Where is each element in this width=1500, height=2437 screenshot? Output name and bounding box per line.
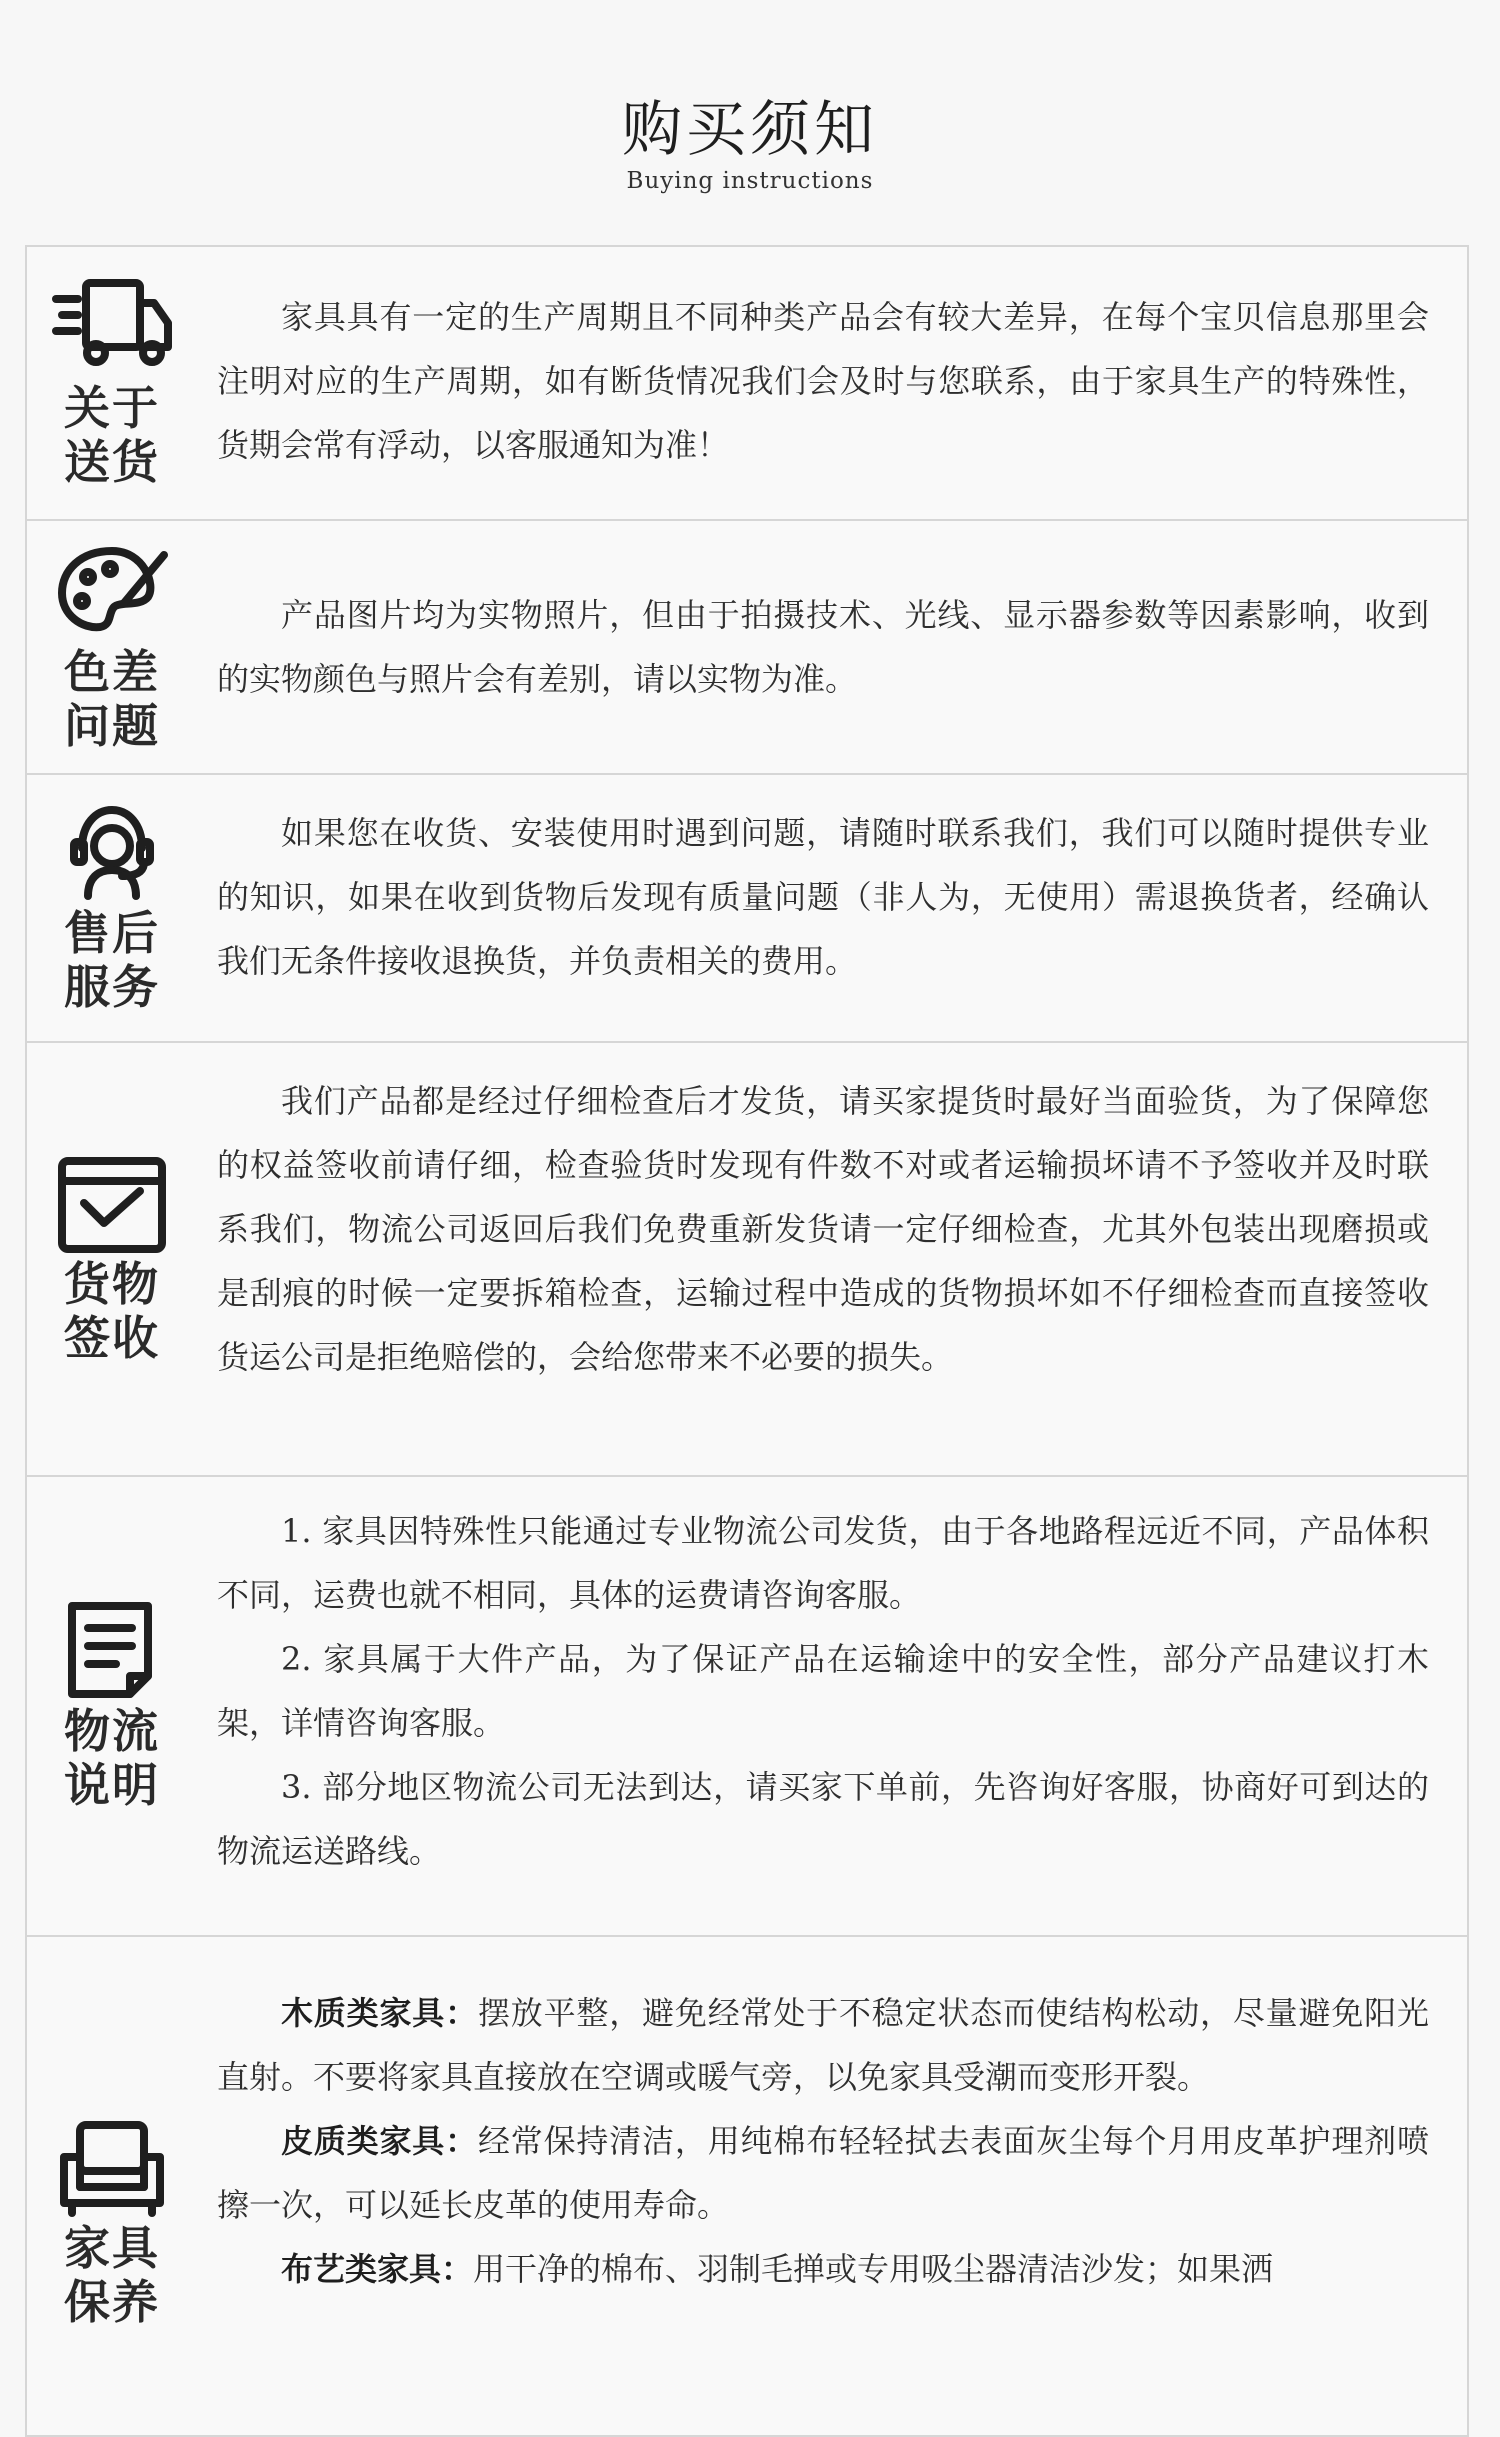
row-text (217, 1499, 1429, 1883)
row-label: 关于 送货 (64, 381, 160, 489)
row-furniture-care (27, 1937, 1467, 2437)
row-after-sales (27, 775, 1467, 1043)
paragraph-lead: 木质类家具： (281, 1994, 478, 2032)
paragraph: 2. 家具属于大件产品，为了保证产品在运输途中的安全性，部分产品建议打木架，详情咨询客服。 (217, 1640, 1429, 1742)
row-side (27, 1937, 197, 2435)
paragraph: 我们产品都是经过仔细检查后才发货，请买家提货时最好当面验货，为了保障您的权益签收前请仔细，检查验货时发现有件数不对或者运输损坏请不予签收并及时联系我们，物流公司返回后我们免费重新发货请一定仔细检查，尤其外包装出现磨损或是刮痕的时候一定要拆箱检查，运输过程中造成的货物损坏如不仔细检查而直接签收货运公司是拒绝赔偿的，会给您带来不必要的损失。 (217, 1082, 1429, 1376)
row-delivery (27, 247, 1467, 521)
row-side (27, 521, 197, 773)
paragraph-body: 摆放平整，避免经常处于不稳定状态而使结构松动，尽量避免阳光直射。不要将家具直接放在空调或暖气旁，以免家具受潮而变形开裂。 (217, 1994, 1429, 2096)
row-label: 家具 保养 (64, 2221, 160, 2329)
paragraph (217, 1981, 1429, 2109)
row-logistics (27, 1477, 1467, 1937)
page-title: 购买须知 (622, 95, 878, 165)
customer-service-icon (52, 802, 172, 902)
row-text (217, 285, 1429, 477)
row-label: 售后 服务 (64, 906, 160, 1014)
row-text (217, 801, 1429, 993)
paragraph: 如果您在收货、安装使用时遇到问题，请随时联系我们，我们可以随时提供专业的知识，如果在收到货物后发现有质量问题（非人为，无使用）需退换货者，经确认我们无条件接收退换货，并负责相关的费用。 (217, 814, 1429, 980)
armchair-icon (52, 2117, 172, 2217)
row-side (27, 775, 197, 1041)
paragraph: 产品图片均为实物照片，但由于拍摄技术、光线、显示器参数等因素影响，收到的实物颜色与照片会有差别，请以实物为准。 (217, 596, 1429, 698)
row-label: 货物 签收 (64, 1257, 160, 1365)
truck-icon (52, 277, 172, 377)
paragraph (217, 2109, 1429, 2237)
box-check-icon (52, 1153, 172, 1253)
paragraph-lead: 布艺类家具： (281, 2250, 474, 2288)
paragraph: 3. 部分地区物流公司无法到达，请买家下单前，先咨询好客服，协商好可到达的物流运送路线。 (217, 1768, 1429, 1870)
paragraph-body: 经常保持清洁，用纯棉布轻轻拭去表面灰尘每个月用皮革护理剂喷擦一次，可以延长皮革的使用寿命。 (217, 2122, 1429, 2224)
paragraph-lead: 皮质类家具： (281, 2122, 478, 2160)
paragraph (217, 2237, 1429, 2301)
row-text (217, 583, 1429, 711)
page-header (0, 0, 1500, 245)
page-subtitle: Buying instructions (626, 168, 874, 194)
row-label: 物流 说明 (64, 1704, 160, 1812)
row-side (27, 1477, 197, 1935)
paragraph: 家具具有一定的生产周期且不同种类产品会有较大差异，在每个宝贝信息那里会注明对应的生产周期，如有断货情况我们会及时与您联系，由于家具生产的特殊性，货期会常有浮动，以客服通知为准！ (217, 298, 1429, 464)
row-goods-receipt (27, 1043, 1467, 1477)
row-side (27, 247, 197, 519)
palette-icon (52, 541, 172, 641)
row-text (217, 1981, 1429, 2301)
instructions-table (25, 245, 1469, 2437)
row-color-difference (27, 521, 1467, 775)
paragraph-body: 用干净的棉布、羽制毛掸或专用吸尘器清洁沙发；如果洒 (473, 2250, 1274, 2288)
paragraph: 1. 家具因特殊性只能通过专业物流公司发货，由于各地路程远近不同，产品体积不同，运费也就不相同，具体的运费请咨询客服。 (217, 1512, 1429, 1614)
document-icon (52, 1600, 172, 1700)
row-text (217, 1069, 1429, 1389)
row-side (27, 1043, 197, 1475)
row-label: 色差 问题 (64, 645, 160, 753)
